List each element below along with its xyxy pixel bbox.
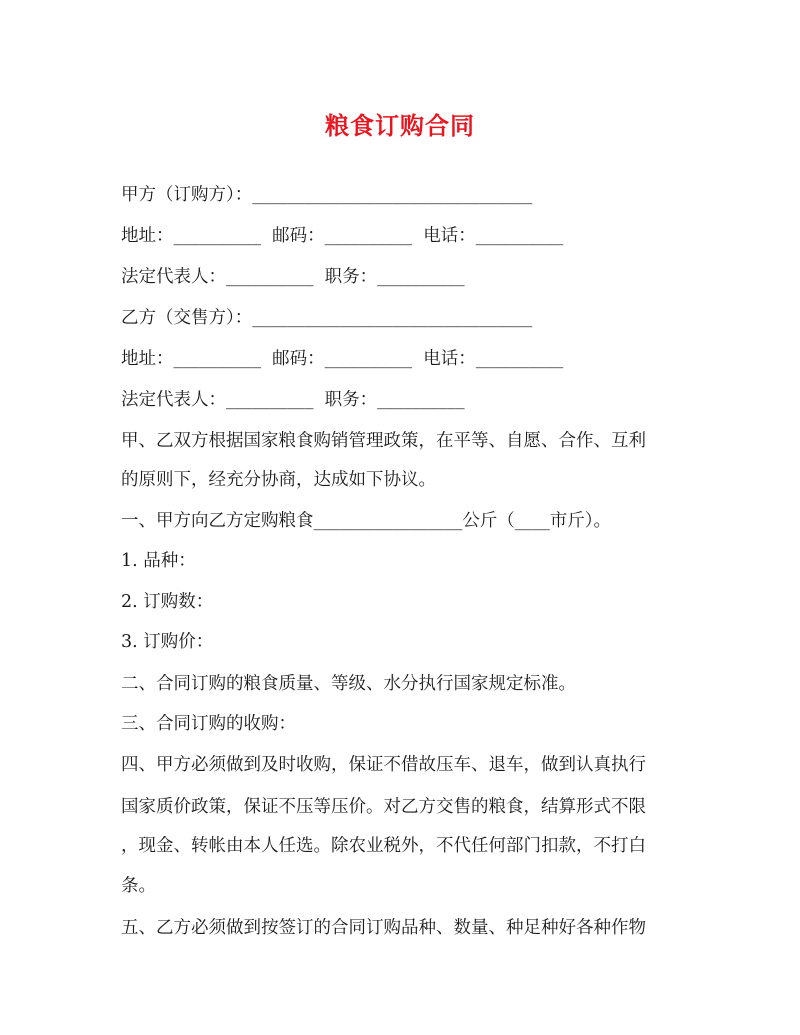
clause-5-line-1: 五、乙方必须做到按签订的合同订购品种、数量、种足种好各种作物 [121,918,646,938]
clause-4-line-1: 四、甲方必须做到及时收购，保证不借故压车、退车，做到认真执行 [121,755,646,775]
party-b-name-line: 乙方（交售方）：________________________________ [121,308,533,328]
party-b-address-line: 地址：__________ 邮码：__________ 电话：__________ [121,349,564,369]
clause-2-line: 二、合同订购的粮食质量、等级、水分执行国家规定标准。 [121,674,576,694]
clause-1-line: 一、甲方向乙方定购粮食_________________公斤（____市斤）。 [121,511,611,531]
clause-1-item-variety: 1. 品种： [121,551,196,571]
party-a-representative-line: 法定代表人：__________ 职务：__________ [121,267,465,287]
document-title: 粮食订购合同 [325,112,475,140]
preamble-line-2: 的原则下，经充分协商，达成如下协议。 [121,470,436,490]
clause-1-item-price: 3. 订购价： [121,632,214,652]
clause-1-item-quantity: 2. 订购数： [121,592,214,612]
clause-4-line-4: 条。 [121,876,156,896]
party-a-name-line: 甲方（订购方）：________________________________ [121,185,533,205]
party-a-address-line: 地址：__________ 邮码：__________ 电话：__________ [121,226,564,246]
preamble-line-1: 甲、乙双方根据国家粮食购销管理政策，在平等、自愿、合作、互利 [121,431,646,451]
clause-4-line-2: 国家质价政策，保证不压等压价。对乙方交售的粮食，结算形式不限 [121,797,646,817]
party-b-representative-line: 法定代表人：__________ 职务：__________ [121,390,465,410]
clause-3-line: 三、合同订购的收购： [121,714,296,734]
clause-4-line-3: ，现金、转帐由本人任选。除农业税外，不代任何部门扣款，不打白 [121,836,646,856]
